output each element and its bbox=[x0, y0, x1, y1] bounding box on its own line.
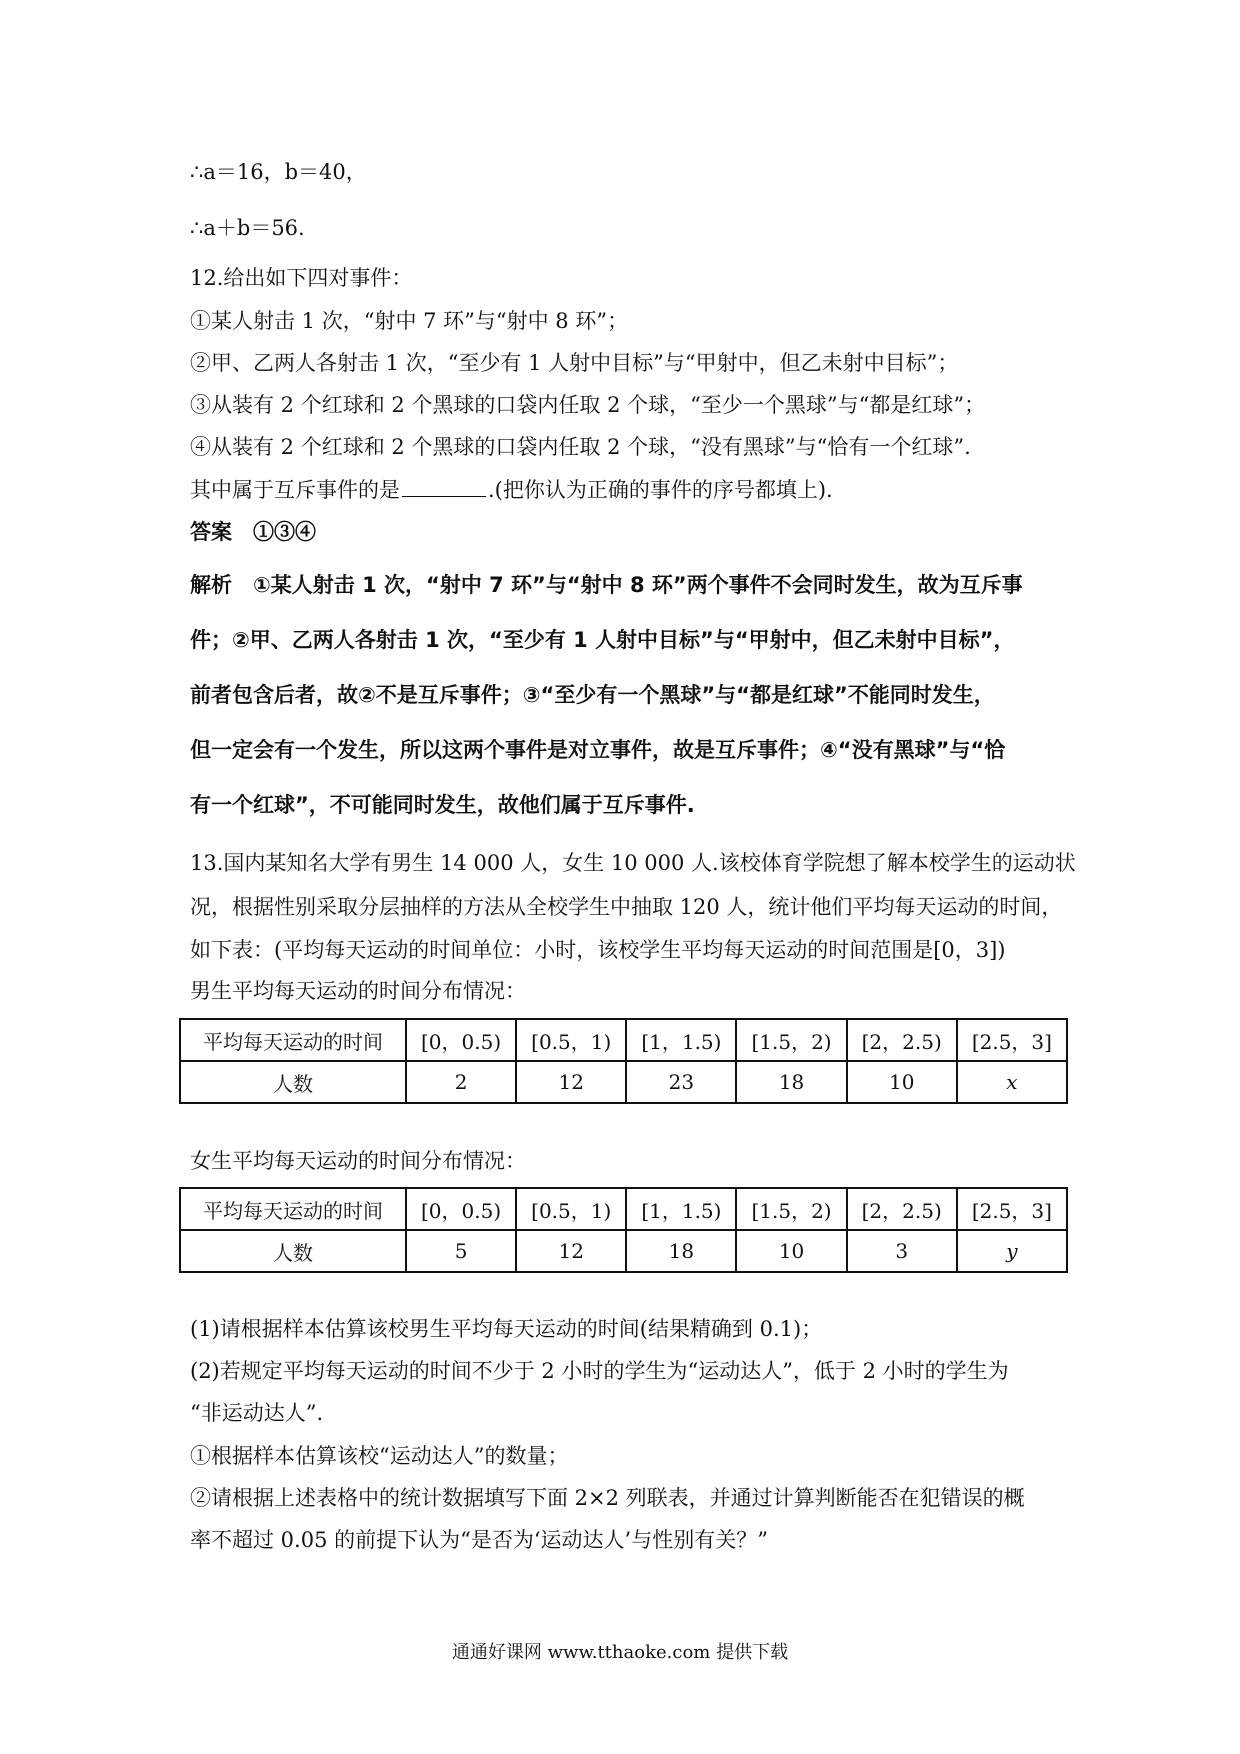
part-2-line-1: (2)若规定平均每天运动的时间不少于 2 小时的学生为“运动达人”，低于 2 小时的学生为 bbox=[190, 1359, 1009, 1383]
table-cell: [1，1.5) bbox=[626, 1019, 736, 1061]
table-row bbox=[180, 1061, 1067, 1103]
table-cell: 18 bbox=[736, 1061, 846, 1103]
eq-sum: ∴a＋b＝56. bbox=[190, 216, 305, 240]
q12-prompt-suffix: .(把你认为正确的事件的序号都填上). bbox=[488, 478, 833, 502]
table-cell: 18 bbox=[626, 1230, 736, 1272]
table-cell: [0.5，1) bbox=[516, 1019, 626, 1061]
q12-prompt bbox=[190, 475, 833, 505]
table-cell: [0，0.5) bbox=[406, 1019, 516, 1061]
part-2-sub-1: ①根据样本估算该校“运动达人”的数量； bbox=[190, 1444, 569, 1468]
table-cell: [1.5，2) bbox=[736, 1188, 846, 1230]
table-cell: [2.5，3] bbox=[957, 1019, 1067, 1061]
table-header-row bbox=[180, 1019, 1067, 1061]
table-cell: 12 bbox=[516, 1061, 626, 1103]
q13-line-1: 13.国内某知名大学有男生 14 000 人，女生 10 000 人.该校体育学院想了解本校学生的运动状 bbox=[190, 851, 1076, 875]
table-cell: 人数 bbox=[180, 1061, 406, 1103]
male-time-table bbox=[179, 1018, 1068, 1104]
q12-item-1: ①某人射击 1 次，“射中 7 环”与“射中 8 环”； bbox=[190, 309, 629, 333]
table-row bbox=[180, 1230, 1067, 1272]
q12-item-2: ②甲、乙两人各射击 1 次，“至少有 1 人射中目标”与“甲射中，但乙未射中目标”； bbox=[190, 351, 959, 375]
answer-value: ①③④ bbox=[253, 519, 316, 544]
female-time-table bbox=[179, 1187, 1068, 1273]
q13-line-3: 如下表：(平均每天运动的时间单位：小时，该校学生平均每天运动的时间范围是[0，3]) bbox=[190, 938, 1006, 962]
table-cell: 12 bbox=[516, 1230, 626, 1272]
table-cell: [2，2.5) bbox=[847, 1188, 957, 1230]
table-cell: [0，0.5) bbox=[406, 1188, 516, 1230]
table-cell: 3 bbox=[847, 1230, 957, 1272]
table-cell: 平均每天运动的时间 bbox=[180, 1019, 406, 1061]
table-cell: [1.5，2) bbox=[736, 1019, 846, 1061]
solution-line-4: 但一定会有一个发生，所以这两个事件是对立事件，故是互斥事件；④“没有黑球”与“恰 bbox=[190, 738, 1006, 762]
q12-item-3: ③从装有 2 个红球和 2 个黑球的口袋内任取 2 个球，“至少一个黑球”与“都是红球”； bbox=[190, 393, 986, 417]
table-cell: x bbox=[957, 1061, 1067, 1103]
solution-line-1: 解析 ①某人射击 1 次，“射中 7 环”与“射中 8 环”两个事件不会同时发生，故为互斥事 bbox=[190, 573, 1023, 597]
table-cell: [2.5，3] bbox=[957, 1188, 1067, 1230]
part-2-sub-2-line-2: 率不超过 0.05 的前提下认为“是否为‘运动达人’与性别有关？” bbox=[190, 1528, 768, 1552]
table-cell: [2，2.5) bbox=[847, 1019, 957, 1061]
table-cell: 5 bbox=[406, 1230, 516, 1272]
q12-prompt-text: 其中属于互斥事件的是 bbox=[190, 478, 400, 502]
eq-a-b: ∴a＝16，b＝40， bbox=[190, 160, 367, 184]
q12-title: 12.给出如下四对事件： bbox=[190, 266, 413, 290]
solution-line-3: 前者包含后者，故②不是互斥事件；③“至少有一个黑球”与“都是红球”不能同时发生， bbox=[190, 683, 995, 707]
answer-blank bbox=[402, 476, 486, 497]
q13-female-caption: 女生平均每天运动的时间分布情况： bbox=[190, 1149, 526, 1173]
solution-line-2: 件；②甲、乙两人各射击 1 次，“至少有 1 人射中目标”与“甲射中，但乙未射中目标”， bbox=[190, 628, 1015, 652]
table-cell: y bbox=[957, 1230, 1067, 1272]
q12-item-4: ④从装有 2 个红球和 2 个黑球的口袋内任取 2 个球，“没有黑球”与“恰有一个红球”. bbox=[190, 435, 971, 459]
table-cell: [0.5，1) bbox=[516, 1188, 626, 1230]
part-2-sub-2-line-1: ②请根据上述表格中的统计数据填写下面 2×2 列联表，并通过计算判断能否在犯错误的概 bbox=[190, 1486, 1025, 1510]
answer-label: 答案 bbox=[190, 519, 232, 544]
table-cell: [1，1.5) bbox=[626, 1188, 736, 1230]
q13-line-2: 况，根据性别采取分层抽样的方法从全校学生中抽取 120 人，统计他们平均每天运动的时间， bbox=[190, 895, 1063, 919]
part-2-line-2: “非运动达人”. bbox=[190, 1401, 324, 1425]
table-cell: 平均每天运动的时间 bbox=[180, 1188, 406, 1230]
table-cell: 10 bbox=[736, 1230, 846, 1272]
table-cell: 2 bbox=[406, 1061, 516, 1103]
table-cell: 23 bbox=[626, 1061, 736, 1103]
table-header-row bbox=[180, 1188, 1067, 1230]
q13-male-caption: 男生平均每天运动的时间分布情况： bbox=[190, 979, 526, 1003]
solution-line-5: 有一个红球”，不可能同时发生，故他们属于互斥事件. bbox=[190, 793, 695, 817]
part-1: (1)请根据样本估算该校男生平均每天运动的时间(结果精确到 0.1)； bbox=[190, 1317, 823, 1341]
table-cell: 人数 bbox=[180, 1230, 406, 1272]
page-footer: 通通好课网 www.tthaoke.com 提供下载 bbox=[451, 1642, 789, 1663]
table-cell: 10 bbox=[847, 1061, 957, 1103]
answer-line bbox=[190, 517, 316, 547]
